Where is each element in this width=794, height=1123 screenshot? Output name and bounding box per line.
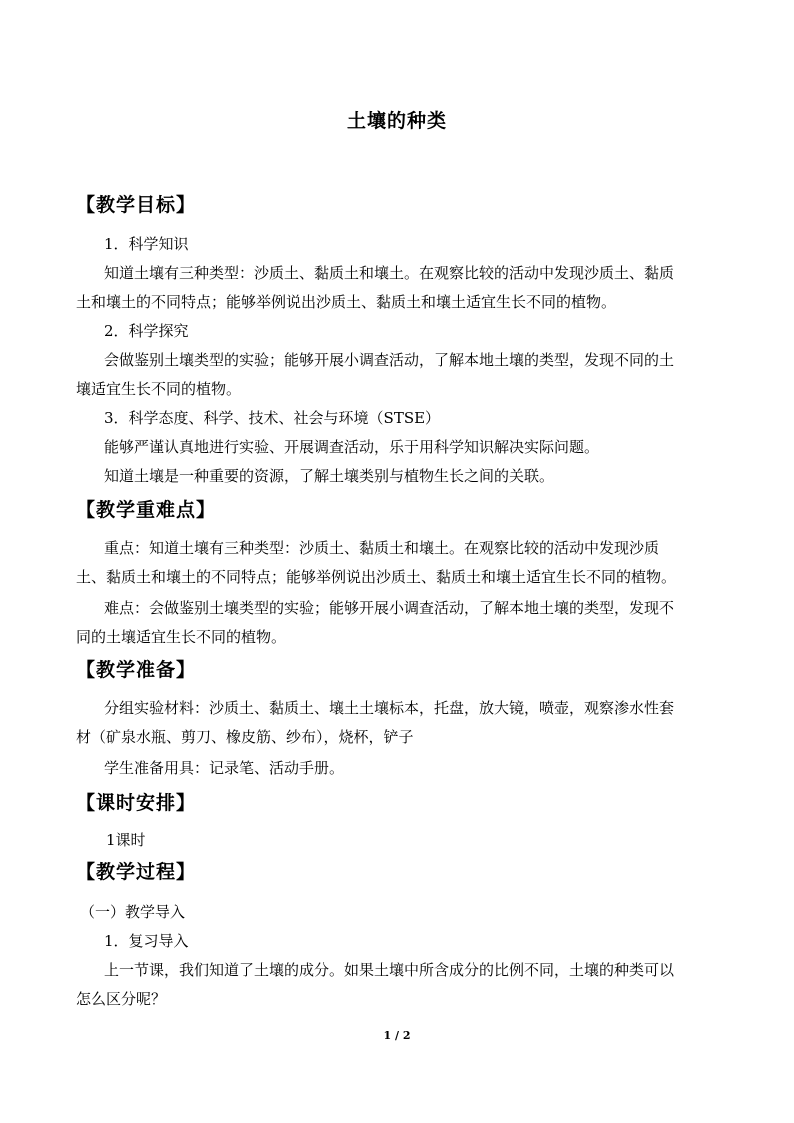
subheading-science-inquiry: 2．科学探究 [104,322,189,340]
subheading-stse: 3．科学态度、科学、技术、社会与环境（STSE） [104,409,441,427]
paragraph-line: 同的土壤适宜生长不同的植物。 [76,628,287,646]
paragraph-line: 学生准备用具：记录笔、活动手册。 [104,759,345,777]
paragraph-line: 土和壤土的不同特点；能够举例说出沙质土、黏质土和壤土适宜生长不同的植物。 [76,293,617,311]
paragraph-line: 能够严谨认真地进行实验、开展调查活动，乐于用科学知识解决实际问题。 [104,438,600,456]
paragraph-line: 壤适宜生长不同的植物。 [76,380,242,398]
section-heading-goals: 【教学目标】 [76,194,197,216]
document-title: 土壤的种类 [346,110,447,132]
paragraph-line: 知道土壤有三种类型：沙质土、黏质土和壤土。在观察比较的活动中发现沙质土、黏质 [104,264,675,282]
paragraph-line: 土、黏质土和壤土的不同特点；能够举例说出沙质土、黏质土和壤土适宜生长不同的植物。 [76,568,677,586]
subheading-review-intro: 1．复习导入 [104,932,189,950]
paragraph-line: 分组实验材料：沙质土、黏质土、壤土土壤标本，托盘，放大镜，喷壶，观察渗水性套 [104,699,675,717]
subheading-science-knowledge: 1．科学知识 [104,235,189,253]
paragraph-line: 材（矿泉水瓶、剪刀、橡皮筋、纱布），烧杯，铲子 [76,728,414,746]
paragraph-line: 知道土壤是一种重要的资源，了解土壤类别与植物生长之间的关联。 [104,467,555,485]
section-heading-schedule: 【课时安排】 [76,792,197,814]
paragraph-line: 重点：知道土壤有三种类型：沙质土、黏质土和壤土。在观察比较的活动中发现沙质 [104,539,660,557]
paragraph-line: 会做鉴别土壤类型的实验；能够开展小调查活动，了解本地土壤的类型，发现不同的土 [104,351,675,369]
paragraph-line: 难点：会做鉴别土壤类型的实验；能够开展小调查活动，了解本地土壤的类型，发现不 [104,599,675,617]
page-number: 1 / 2 [383,1029,411,1042]
section-heading-preparation: 【教学准备】 [76,659,197,681]
subheading-part-1: （一）教学导入 [80,903,186,921]
paragraph-line: 1课时 [106,831,146,849]
section-heading-key-points: 【教学重难点】 [76,499,217,521]
paragraph-line: 怎么区分呢？ [76,990,167,1008]
section-heading-process: 【教学过程】 [76,861,197,883]
paragraph-line: 上一节课，我们知道了土壤的成分。如果土壤中所含成分的比例不同，土壤的种类可以 [104,961,675,979]
